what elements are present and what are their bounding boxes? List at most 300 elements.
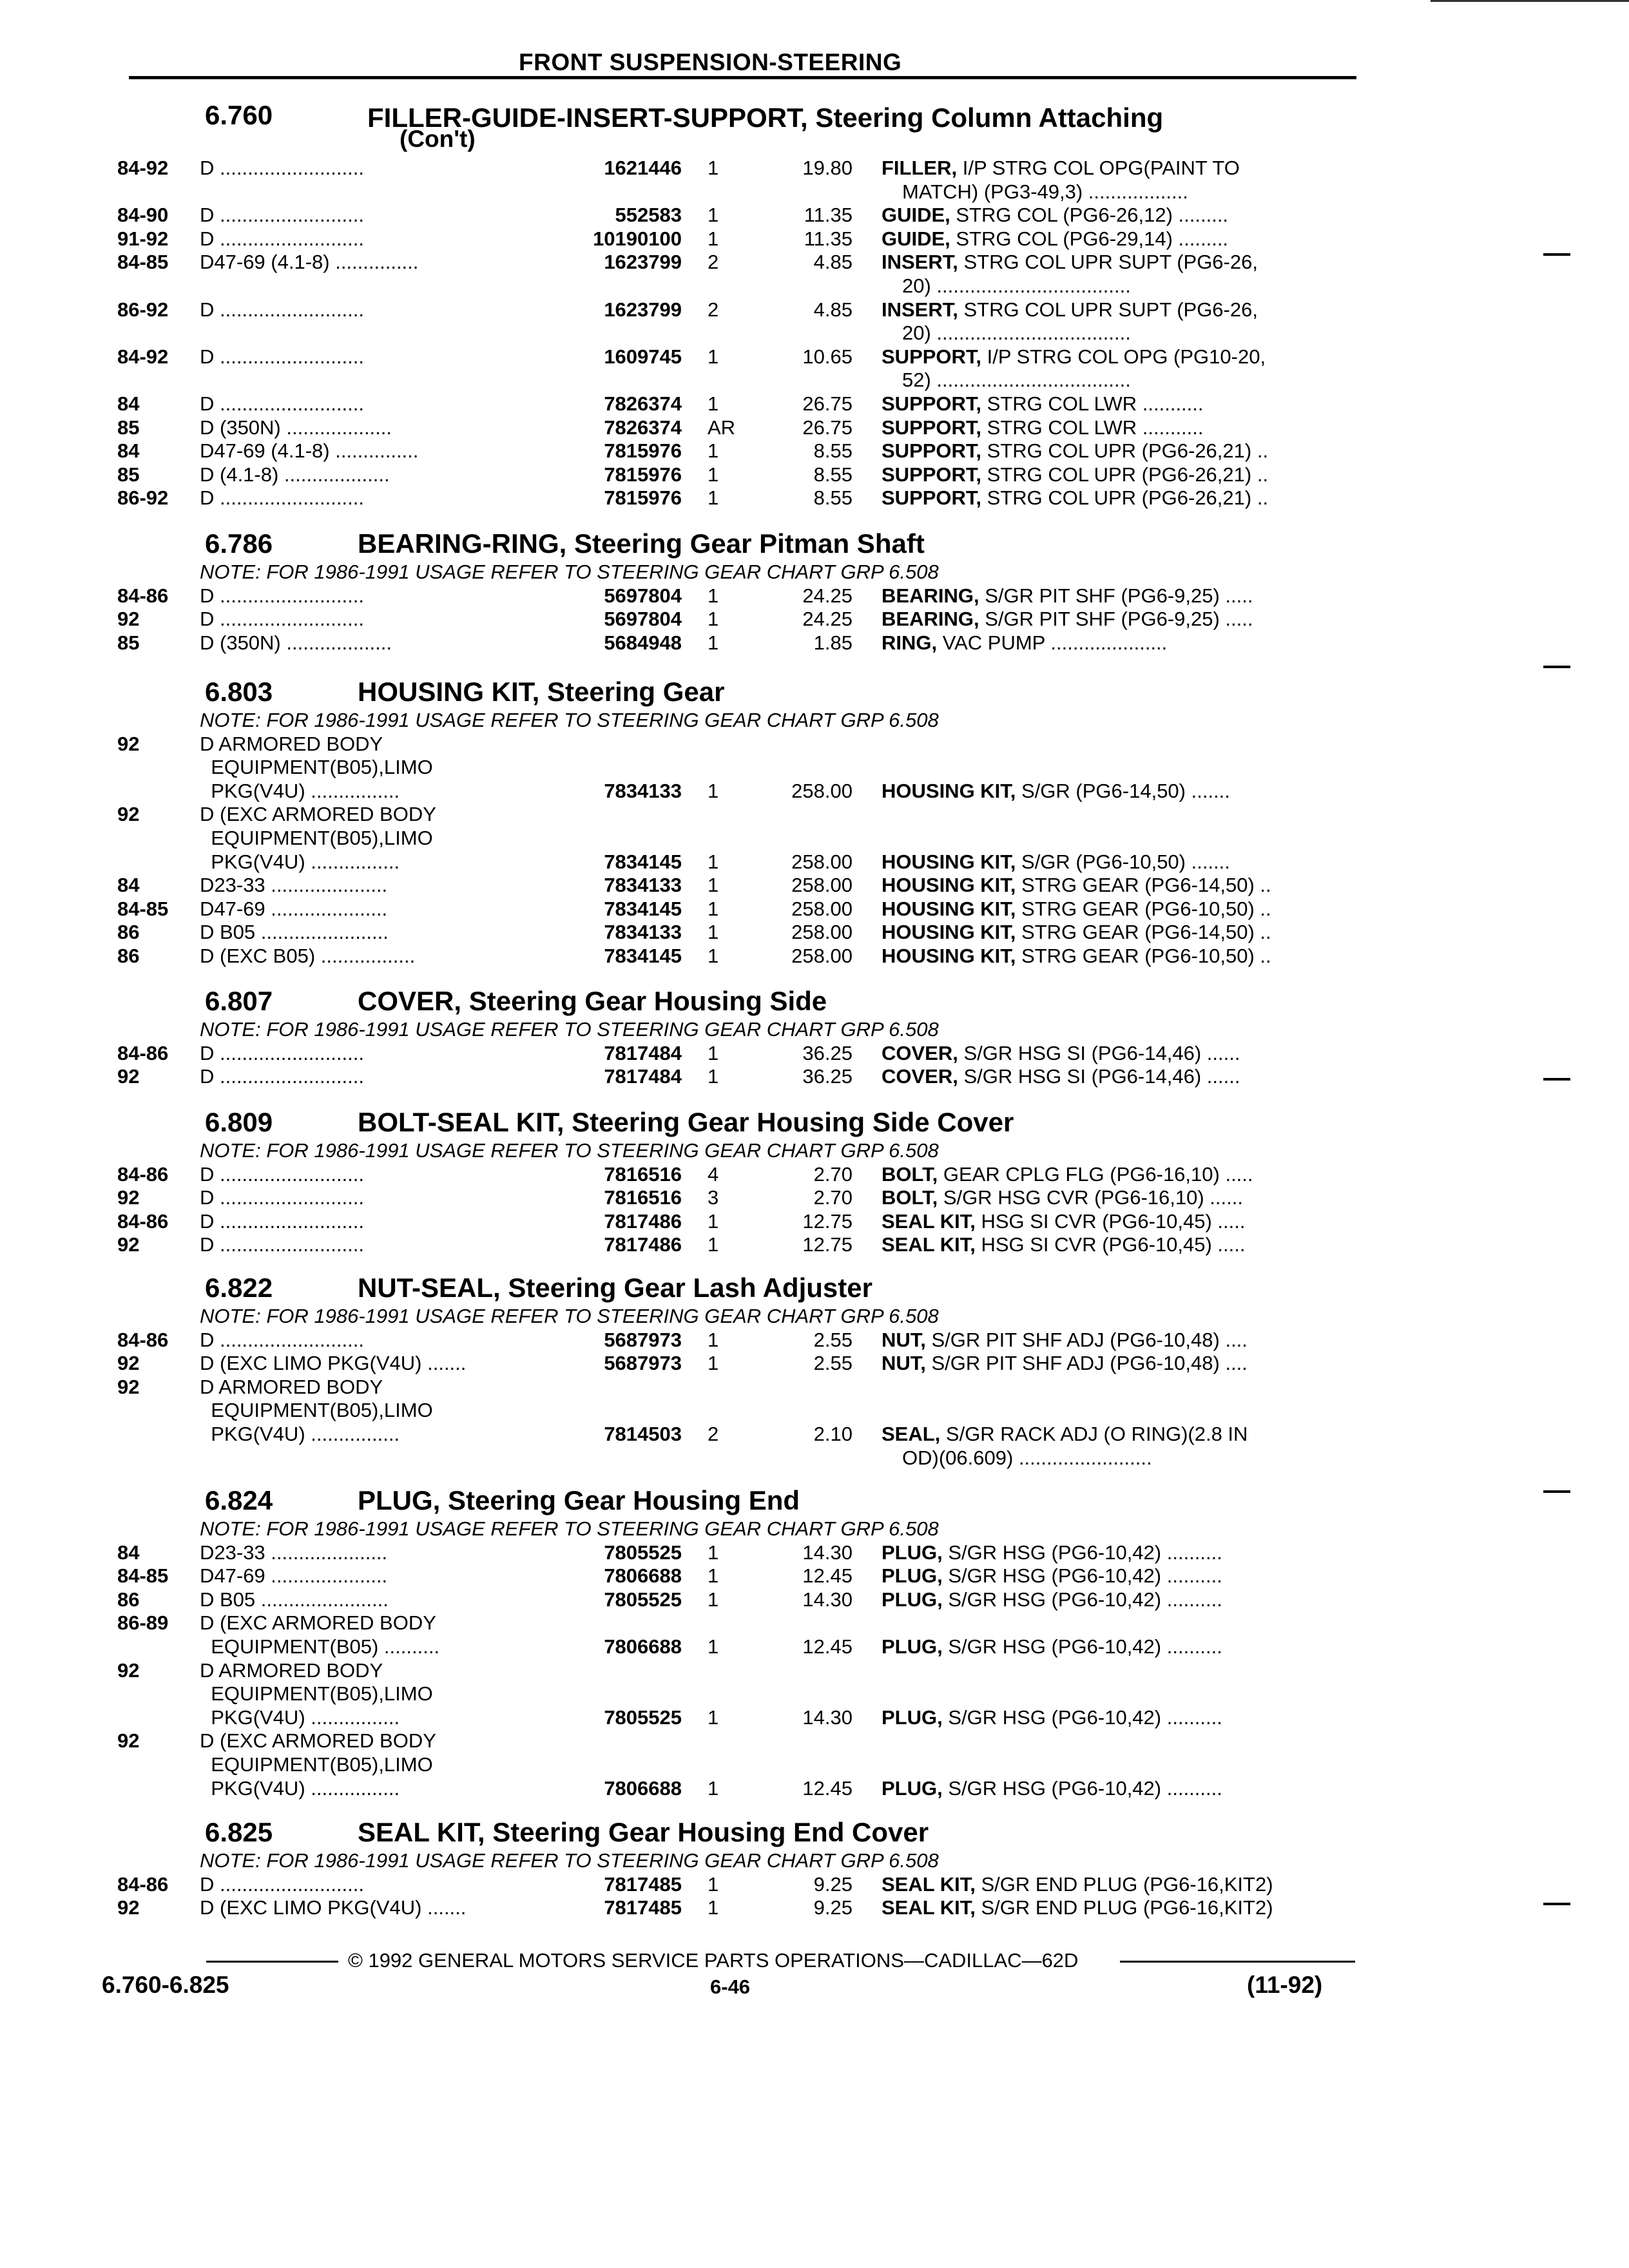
section-number: 6.824 xyxy=(205,1485,273,1515)
parts-row xyxy=(0,756,1353,779)
part-number: 7816516 xyxy=(604,1162,682,1186)
part-number: 1621446 xyxy=(604,157,682,179)
list-price: 258.00 xyxy=(791,850,853,873)
part-number: 7817485 xyxy=(604,1896,682,1919)
parts-row xyxy=(0,369,1353,392)
application-desc: D (4.1-8) ................... xyxy=(200,463,390,486)
quantity: 1 xyxy=(708,227,719,250)
part-detail: S/GR HSG (PG6-10,42) .......... xyxy=(942,1706,1222,1729)
list-price: 24.25 xyxy=(802,608,853,631)
application-desc: PKG(V4U) ................ xyxy=(200,779,400,802)
model-years: 84-85 xyxy=(117,251,169,274)
part-description xyxy=(882,1329,1248,1352)
parts-row xyxy=(0,204,1353,227)
parts-row xyxy=(0,631,1353,655)
margin-tick xyxy=(1543,1490,1570,1493)
part-name: PLUG, xyxy=(882,1776,943,1800)
parts-row xyxy=(0,1706,1353,1729)
part-detail: S/GR PIT SHF ADJ (PG6-10,48) .... xyxy=(925,1352,1248,1375)
list-price: 258.00 xyxy=(791,921,853,944)
list-price: 14.30 xyxy=(802,1706,853,1729)
header-rule xyxy=(129,76,1356,79)
list-price: 258.00 xyxy=(791,874,853,897)
part-description xyxy=(882,631,1167,655)
application-desc: D .......................... xyxy=(200,1186,364,1209)
parts-row xyxy=(0,157,1353,180)
model-years: 84-92 xyxy=(117,345,169,368)
application-desc: D (350N) ................... xyxy=(200,416,392,439)
part-description xyxy=(882,1873,1273,1896)
quantity: 1 xyxy=(708,779,719,802)
part-name: FILLER, xyxy=(882,157,958,179)
model-years: 92 xyxy=(117,1729,140,1753)
model-years: 85 xyxy=(117,463,140,486)
part-name: BEARING, xyxy=(882,608,979,631)
parts-row xyxy=(0,733,1353,756)
part-detail: MATCH) (PG3-49,3) .................. xyxy=(902,180,1188,203)
list-price: 8.55 xyxy=(813,463,853,486)
part-description xyxy=(882,1042,1240,1065)
application-desc: PKG(V4U) ................ xyxy=(200,850,400,873)
list-price: 1.85 xyxy=(813,631,853,654)
application-desc: D .......................... xyxy=(200,298,364,321)
part-name: SUPPORT, xyxy=(882,439,982,463)
application-desc: D (EXC ARMORED BODY xyxy=(200,803,436,826)
part-detail: STRG COL (PG6-29,14) ......... xyxy=(950,227,1229,250)
section-title: BEARING-RING, Steering Gear Pitman Shaft xyxy=(358,528,925,559)
parts-row xyxy=(0,274,1353,298)
usage-note: NOTE: FOR 1986-1991 USAGE REFER TO STEERING GEAR CHART GRP 6.508 xyxy=(200,561,939,583)
part-description xyxy=(882,584,1253,608)
list-price: 8.55 xyxy=(813,486,853,510)
application-desc: EQUIPMENT(B05),LIMO xyxy=(200,1753,433,1776)
part-number: 7817486 xyxy=(604,1209,682,1233)
list-price: 19.80 xyxy=(802,157,853,179)
application-desc: EQUIPMENT(B05),LIMO xyxy=(200,1399,433,1422)
part-description xyxy=(882,1210,1245,1233)
quantity: 1 xyxy=(708,463,719,486)
part-number: 5687973 xyxy=(604,1352,682,1375)
part-name: HOUSING KIT, xyxy=(882,921,1016,944)
margin-tick xyxy=(1543,253,1570,256)
part-name: SEAL, xyxy=(882,1423,941,1445)
part-description xyxy=(882,1186,1243,1209)
parts-row xyxy=(0,1873,1353,1896)
application-desc: D (EXC LIMO PKG(V4U) ....... xyxy=(200,1896,467,1919)
part-detail: STRG GEAR (PG6-10,50) .. xyxy=(1016,945,1271,967)
parts-row xyxy=(0,1376,1353,1399)
margin-tick xyxy=(1543,1078,1570,1081)
quantity: 2 xyxy=(708,298,719,321)
quantity: 1 xyxy=(708,486,719,510)
part-name: PLUG, xyxy=(882,1564,943,1588)
part-number: 7826374 xyxy=(604,392,682,415)
list-price: 36.25 xyxy=(802,1065,853,1088)
part-number: 7834133 xyxy=(604,779,682,802)
part-name: PLUG, xyxy=(882,1706,943,1729)
part-number: 7815976 xyxy=(604,486,682,510)
quantity: 1 xyxy=(708,631,719,654)
part-number: 7817484 xyxy=(604,1065,682,1088)
part-name: SUPPORT, xyxy=(882,392,982,415)
usage-note: NOTE: FOR 1986-1991 USAGE REFER TO STEERING GEAR CHART GRP 6.508 xyxy=(200,1018,939,1041)
part-number: 7805525 xyxy=(604,1588,682,1611)
quantity: 1 xyxy=(708,157,719,179)
page-header-title: FRONT SUSPENSION-STEERING xyxy=(519,49,902,75)
quantity: 2 xyxy=(708,251,719,274)
part-description xyxy=(882,1065,1240,1088)
model-years: 84-92 xyxy=(117,157,169,179)
usage-note: NOTE: FOR 1986-1991 USAGE REFER TO STEERING GEAR CHART GRP 6.508 xyxy=(200,1517,939,1540)
section-title: SEAL KIT, Steering Gear Housing End Cover xyxy=(358,1817,929,1847)
application-desc: D (EXC B05) ................. xyxy=(200,945,416,967)
model-years: 84 xyxy=(117,874,140,897)
part-name: NUT, xyxy=(882,1352,926,1375)
application-desc: EQUIPMENT(B05),LIMO xyxy=(200,1682,433,1706)
part-name: HOUSING KIT, xyxy=(882,779,1016,802)
part-description xyxy=(882,608,1253,631)
model-years: 92 xyxy=(117,1352,140,1375)
parts-row xyxy=(0,1729,1353,1753)
model-years: 86-92 xyxy=(117,486,169,510)
quantity: 1 xyxy=(708,1209,719,1233)
part-description xyxy=(902,322,1131,345)
application-desc: D .......................... xyxy=(200,1872,364,1896)
part-description xyxy=(882,780,1230,803)
model-years: 92 xyxy=(117,1233,140,1256)
part-name: INSERT, xyxy=(882,298,958,321)
list-price: 12.45 xyxy=(802,1776,853,1800)
part-number: 7815976 xyxy=(604,439,682,463)
quantity: 1 xyxy=(708,608,719,631)
part-name: INSERT, xyxy=(882,251,958,274)
quantity: 4 xyxy=(708,1162,719,1186)
application-desc: PKG(V4U) ................ xyxy=(200,1706,400,1729)
part-detail: S/GR END PLUG (PG6-16,KIT2) xyxy=(975,1872,1273,1896)
list-price: 2.55 xyxy=(813,1328,853,1351)
part-detail: STRG COL (PG6-26,12) ......... xyxy=(950,204,1229,227)
part-number: 7826374 xyxy=(604,416,682,439)
quantity: 1 xyxy=(708,1328,719,1351)
model-years: 84-86 xyxy=(117,1209,169,1233)
list-price: 14.30 xyxy=(802,1541,853,1564)
parts-row xyxy=(0,584,1353,608)
part-detail: S/GR HSG (PG6-10,42) .......... xyxy=(942,1588,1222,1611)
part-description xyxy=(882,204,1228,227)
model-years: 84-86 xyxy=(117,584,169,607)
parts-row xyxy=(0,1042,1353,1065)
parts-row xyxy=(0,921,1353,944)
parts-row xyxy=(0,1399,1353,1422)
footer-rule-left xyxy=(206,1961,338,1963)
part-number: 7834145 xyxy=(604,850,682,873)
application-desc: D ARMORED BODY xyxy=(200,1658,383,1682)
part-number: 7817485 xyxy=(604,1872,682,1896)
part-detail: S/GR HSG (PG6-10,42) .......... xyxy=(942,1541,1222,1564)
parts-row xyxy=(0,1541,1353,1564)
list-price: 12.45 xyxy=(802,1635,853,1658)
part-description xyxy=(882,1777,1222,1800)
parts-row xyxy=(0,1446,1353,1470)
parts-row xyxy=(0,1682,1353,1706)
part-detail: I/P STRG COL OPG (PG10-20, xyxy=(981,345,1266,368)
part-name: NUT, xyxy=(882,1328,926,1351)
model-years: 92 xyxy=(117,1896,140,1919)
margin-tick xyxy=(1543,666,1570,668)
part-number: 7805525 xyxy=(604,1706,682,1729)
part-detail: GEAR CPLG FLG (PG6-16,10) ..... xyxy=(938,1162,1253,1186)
part-name: SEAL KIT, xyxy=(882,1233,976,1256)
application-desc: D .......................... xyxy=(200,157,364,179)
parts-row xyxy=(0,416,1353,439)
part-detail: I/P STRG COL OPG(PAINT TO xyxy=(957,157,1240,179)
parts-row xyxy=(0,1659,1353,1682)
usage-note: NOTE: FOR 1986-1991 USAGE REFER TO STEERING GEAR CHART GRP 6.508 xyxy=(200,1305,939,1327)
part-description xyxy=(882,345,1266,369)
parts-row xyxy=(0,1186,1353,1209)
part-number: 7814503 xyxy=(604,1423,682,1445)
application-desc: D47-69 ..................... xyxy=(200,1564,388,1588)
section-title: COVER, Steering Gear Housing Side xyxy=(358,986,827,1016)
application-desc: D47-69 ..................... xyxy=(200,897,388,920)
part-description xyxy=(882,1896,1273,1919)
part-description xyxy=(882,392,1204,416)
usage-note: NOTE: FOR 1986-1991 USAGE REFER TO STEERING GEAR CHART GRP 6.508 xyxy=(200,1139,939,1162)
application-desc: EQUIPMENT(B05),LIMO xyxy=(200,827,433,849)
application-desc: D B05 ....................... xyxy=(200,921,389,944)
list-price: 36.25 xyxy=(802,1041,853,1064)
part-number: 5697804 xyxy=(604,584,682,607)
usage-note: NOTE: FOR 1986-1991 USAGE REFER TO STEERING GEAR CHART GRP 6.508 xyxy=(200,1849,939,1872)
part-detail: STRG COL UPR SUPT (PG6-26, xyxy=(958,251,1258,274)
section-number: 6.803 xyxy=(205,677,273,707)
margin-tick xyxy=(1543,1903,1570,1905)
quantity: 1 xyxy=(708,1776,719,1800)
part-detail: VAC PUMP ..................... xyxy=(937,631,1168,654)
quantity: 1 xyxy=(708,204,719,227)
part-detail: S/GR PIT SHF (PG6-9,25) ..... xyxy=(979,608,1253,631)
quantity: 1 xyxy=(708,392,719,415)
parts-row xyxy=(0,298,1353,322)
part-number: 7806688 xyxy=(604,1776,682,1800)
application-desc: D ARMORED BODY xyxy=(200,732,383,755)
application-desc: D .......................... xyxy=(200,1209,364,1233)
section-number: 6.786 xyxy=(205,528,273,559)
part-detail: STRG GEAR (PG6-10,50) .. xyxy=(1016,897,1271,920)
part-description xyxy=(882,850,1230,874)
part-description xyxy=(882,921,1271,944)
list-price: 2.55 xyxy=(813,1352,853,1375)
part-number: 7817486 xyxy=(604,1233,682,1256)
part-name: SEAL KIT, xyxy=(882,1896,976,1919)
list-price: 11.35 xyxy=(804,204,853,227)
part-detail: S/GR PIT SHF (PG6-9,25) ..... xyxy=(979,584,1253,607)
part-name: SUPPORT, xyxy=(882,463,982,486)
part-description xyxy=(882,1564,1222,1588)
part-number: 552583 xyxy=(615,204,682,227)
section-title: PLUG, Steering Gear Housing End xyxy=(358,1485,800,1515)
list-price: 26.75 xyxy=(802,392,853,415)
list-price: 8.55 xyxy=(813,439,853,463)
part-description xyxy=(882,251,1258,274)
model-years: 84-86 xyxy=(117,1328,169,1351)
list-price: 24.25 xyxy=(802,584,853,607)
part-description xyxy=(882,227,1228,251)
parts-row xyxy=(0,322,1353,345)
part-detail: 20) ................................... xyxy=(902,274,1131,297)
model-years: 86 xyxy=(117,945,140,967)
quantity: 1 xyxy=(708,439,719,463)
part-name: SUPPORT, xyxy=(882,486,982,510)
model-years: 84 xyxy=(117,392,140,415)
part-detail: STRG GEAR (PG6-14,50) .. xyxy=(1016,921,1271,944)
parts-row xyxy=(0,898,1353,921)
section-subtitle: (Con't) xyxy=(400,126,476,152)
part-name: GUIDE, xyxy=(882,227,950,250)
parts-row xyxy=(0,1896,1353,1919)
part-name: BOLT, xyxy=(882,1186,938,1209)
part-description xyxy=(902,1446,1152,1470)
parts-row xyxy=(0,1163,1353,1186)
parts-row xyxy=(0,1329,1353,1352)
part-description xyxy=(882,486,1268,510)
part-number: 7817484 xyxy=(604,1041,682,1064)
part-detail: S/GR HSG CVR (PG6-16,10) ...... xyxy=(938,1186,1243,1209)
list-price: 9.25 xyxy=(813,1872,853,1896)
list-price: 4.85 xyxy=(813,298,853,321)
part-name: SUPPORT, xyxy=(882,416,982,439)
list-price: 4.85 xyxy=(813,251,853,274)
part-name: SEAL KIT, xyxy=(882,1209,976,1233)
part-name: SEAL KIT, xyxy=(882,1872,976,1896)
parts-row xyxy=(0,439,1353,463)
parts-row xyxy=(0,1564,1353,1588)
section-number: 6.807 xyxy=(205,986,273,1016)
application-desc: D .......................... xyxy=(200,345,364,368)
application-desc: D .......................... xyxy=(200,486,364,510)
list-price: 258.00 xyxy=(791,945,853,967)
quantity: 1 xyxy=(708,1706,719,1729)
list-price: 258.00 xyxy=(791,779,853,802)
model-years: 92 xyxy=(117,1375,140,1398)
model-years: 92 xyxy=(117,1658,140,1682)
part-description xyxy=(882,945,1271,968)
section-title: HOUSING KIT, Steering Gear xyxy=(358,677,725,707)
part-detail: S/GR HSG SI (PG6-14,46) ...... xyxy=(958,1041,1240,1064)
parts-row xyxy=(0,392,1353,416)
quantity: 2 xyxy=(708,1423,719,1445)
section-number: 6.822 xyxy=(205,1273,273,1303)
part-name: BOLT, xyxy=(882,1162,938,1186)
application-desc: D .......................... xyxy=(200,1162,364,1186)
part-description xyxy=(882,874,1271,897)
part-detail: S/GR HSG (PG6-10,42) .......... xyxy=(942,1635,1222,1658)
application-desc: D .......................... xyxy=(200,1041,364,1064)
part-name: HOUSING KIT, xyxy=(882,897,1016,920)
part-detail: S/GR PIT SHF ADJ (PG6-10,48) .... xyxy=(925,1328,1248,1351)
footer-rule-right xyxy=(1120,1961,1355,1963)
parts-row xyxy=(0,1777,1353,1800)
list-price: 10.65 xyxy=(802,345,853,368)
parts-row xyxy=(0,1423,1353,1446)
part-number: 7834133 xyxy=(604,921,682,944)
part-number: 7816516 xyxy=(604,1186,682,1209)
model-years: 86 xyxy=(117,921,140,944)
application-desc: D .......................... xyxy=(200,1233,364,1256)
part-description xyxy=(882,1352,1248,1375)
part-name: GUIDE, xyxy=(882,204,950,227)
application-desc: D B05 ....................... xyxy=(200,1588,389,1611)
part-name: PLUG, xyxy=(882,1635,943,1658)
quantity: 1 xyxy=(708,850,719,873)
part-number: 1623799 xyxy=(604,298,682,321)
list-price: 2.70 xyxy=(813,1162,853,1186)
part-detail: S/GR END PLUG (PG6-16,KIT2) xyxy=(975,1896,1273,1919)
list-price: 258.00 xyxy=(791,897,853,920)
part-detail: HSG SI CVR (PG6-10,45) ..... xyxy=(975,1209,1246,1233)
quantity: AR xyxy=(708,416,736,439)
list-price: 9.25 xyxy=(813,1896,853,1919)
application-desc: D (350N) ................... xyxy=(200,631,392,654)
part-description xyxy=(882,1423,1248,1446)
application-desc: D .......................... xyxy=(200,227,364,250)
footer-date: (11-92) xyxy=(1247,1972,1323,1998)
part-name: SUPPORT, xyxy=(882,345,982,368)
parts-row xyxy=(0,780,1353,803)
application-desc: D .......................... xyxy=(200,608,364,631)
footer-page-number: 6-46 xyxy=(710,1975,751,1998)
parts-row xyxy=(0,463,1353,486)
model-years: 84-86 xyxy=(117,1162,169,1186)
application-desc: D .......................... xyxy=(200,1328,364,1351)
part-detail: S/GR (PG6-10,50) ....... xyxy=(1016,850,1230,873)
part-number: 7834133 xyxy=(604,874,682,897)
application-desc: EQUIPMENT(B05),LIMO xyxy=(200,756,433,779)
part-description xyxy=(882,1541,1222,1564)
part-number: 5687973 xyxy=(604,1328,682,1351)
application-desc: D (EXC LIMO PKG(V4U) ....... xyxy=(200,1352,467,1375)
model-years: 84-85 xyxy=(117,1564,169,1588)
part-description xyxy=(882,898,1271,921)
part-number: 7805525 xyxy=(604,1541,682,1564)
parts-row xyxy=(0,1233,1353,1256)
part-detail: STRG COL UPR SUPT (PG6-26, xyxy=(958,298,1258,321)
list-price: 26.75 xyxy=(802,416,853,439)
application-desc: D .......................... xyxy=(200,1065,364,1088)
section-number: 6.825 xyxy=(205,1817,273,1847)
part-detail: 52) ................................... xyxy=(902,369,1131,392)
model-years: 92 xyxy=(117,608,140,631)
part-description xyxy=(882,1706,1222,1729)
part-number: 7806688 xyxy=(604,1635,682,1658)
part-number: 5684948 xyxy=(604,631,682,654)
model-years: 92 xyxy=(117,1186,140,1209)
model-years: 84-85 xyxy=(117,897,169,920)
part-detail: STRG COL LWR ........... xyxy=(981,392,1204,415)
list-price: 2.70 xyxy=(813,1186,853,1209)
model-years: 84 xyxy=(117,439,140,463)
part-detail: S/GR HSG SI (PG6-14,46) ...... xyxy=(958,1065,1240,1088)
model-years: 84-86 xyxy=(117,1041,169,1064)
part-number: 7834145 xyxy=(604,945,682,967)
application-desc: PKG(V4U) ................ xyxy=(200,1423,400,1445)
list-price: 2.10 xyxy=(813,1423,853,1445)
parts-row xyxy=(0,850,1353,874)
part-name: RING, xyxy=(882,631,938,654)
application-desc: D .......................... xyxy=(200,204,364,227)
part-number: 1609745 xyxy=(604,345,682,368)
part-number: 7834145 xyxy=(604,897,682,920)
